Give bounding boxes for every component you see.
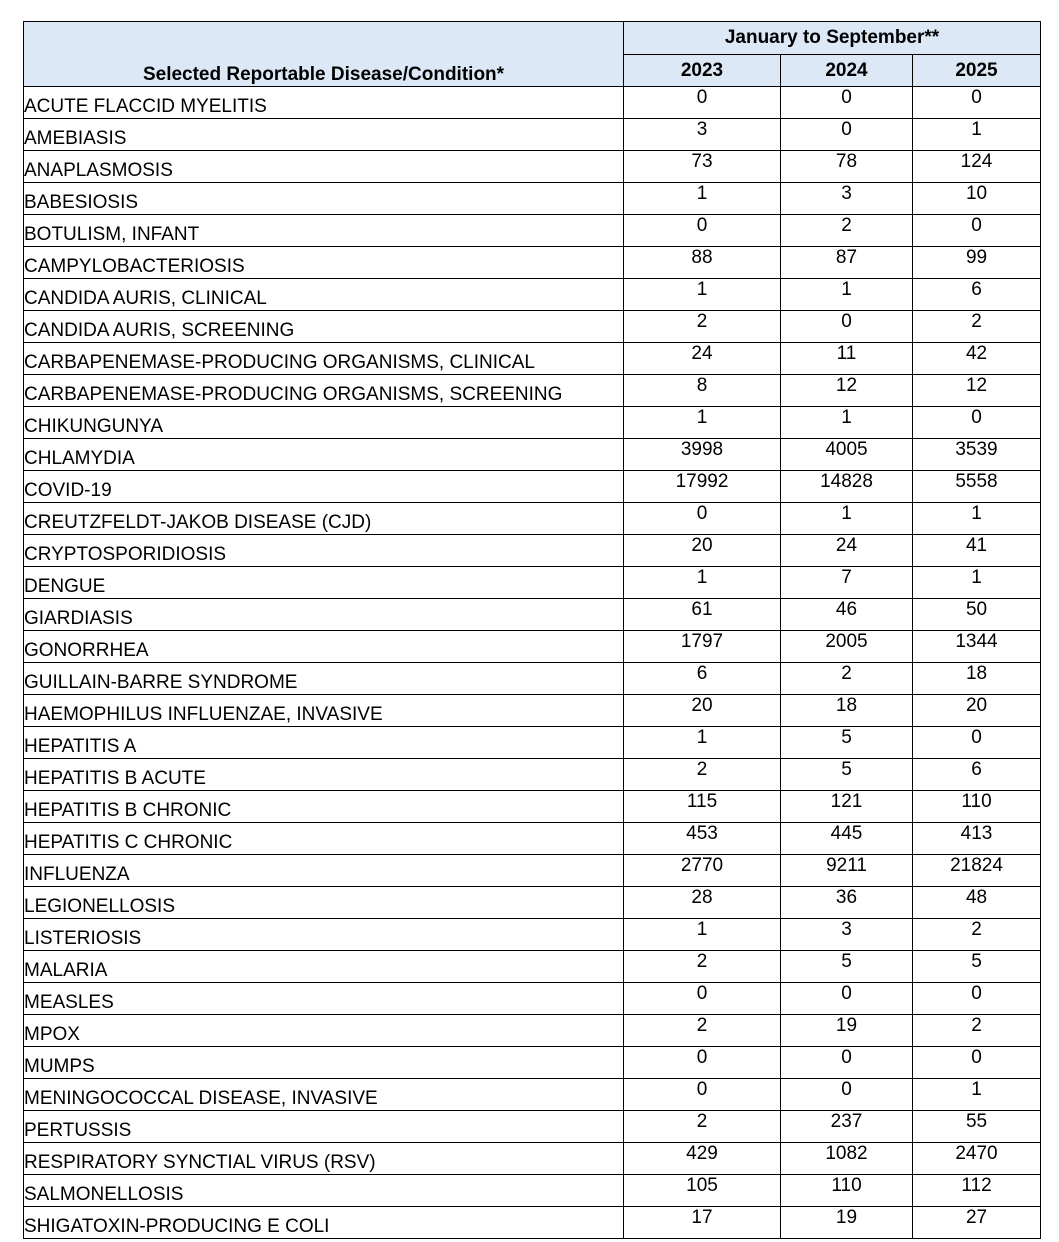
disease-name-cell: MENINGOCOCCAL DISEASE, INVASIVE <box>24 1079 624 1111</box>
case-count-cell: 0 <box>624 215 781 247</box>
case-count-cell: 61 <box>624 599 781 631</box>
table-row <box>24 503 1041 535</box>
case-count-cell: 3539 <box>913 439 1041 471</box>
disease-name-cell: ACUTE FLACCID MYELITIS <box>24 87 624 119</box>
case-count-cell: 1 <box>624 279 781 311</box>
case-count-cell: 27 <box>913 1207 1041 1239</box>
table-row <box>24 855 1041 887</box>
table-body <box>24 87 1041 1239</box>
table-row <box>24 599 1041 631</box>
table-row <box>24 759 1041 791</box>
case-count-cell: 1082 <box>781 1143 913 1175</box>
case-count-cell: 105 <box>624 1175 781 1207</box>
table-row <box>24 919 1041 951</box>
disease-name-cell: CAMPYLOBACTERIOSIS <box>24 247 624 279</box>
case-count-cell: 2 <box>624 759 781 791</box>
disease-name-cell: CRYPTOSPORIDIOSIS <box>24 535 624 567</box>
table-row <box>24 1079 1041 1111</box>
case-count-cell: 17 <box>624 1207 781 1239</box>
table-row <box>24 631 1041 663</box>
table-row <box>24 535 1041 567</box>
case-count-cell: 2 <box>913 311 1041 343</box>
case-count-cell: 0 <box>913 1047 1041 1079</box>
case-count-cell: 19 <box>781 1015 913 1047</box>
case-count-cell: 20 <box>624 695 781 727</box>
case-count-cell: 1 <box>913 119 1041 151</box>
disease-name-cell: MPOX <box>24 1015 624 1047</box>
case-count-cell: 2 <box>624 1015 781 1047</box>
case-count-cell: 46 <box>781 599 913 631</box>
disease-name-cell: CANDIDA AURIS, SCREENING <box>24 311 624 343</box>
disease-name-cell: HEPATITIS B CHRONIC <box>24 791 624 823</box>
case-count-cell: 0 <box>913 727 1041 759</box>
disease-name-cell: HAEMOPHILUS INFLUENZAE, INVASIVE <box>24 695 624 727</box>
case-count-cell: 0 <box>624 1079 781 1111</box>
table-row <box>24 887 1041 919</box>
disease-name-cell: MALARIA <box>24 951 624 983</box>
table-row <box>24 279 1041 311</box>
case-count-cell: 1 <box>624 567 781 599</box>
case-count-cell: 0 <box>781 87 913 119</box>
case-count-cell: 28 <box>624 887 781 919</box>
case-count-cell: 2 <box>781 215 913 247</box>
disease-column-header: Selected Reportable Disease/Condition* <box>24 22 624 87</box>
case-count-cell: 1 <box>781 503 913 535</box>
disease-name-cell: HEPATITIS C CHRONIC <box>24 823 624 855</box>
case-count-cell: 0 <box>913 87 1041 119</box>
case-count-cell: 24 <box>781 535 913 567</box>
case-count-cell: 0 <box>624 503 781 535</box>
disease-name-cell: PERTUSSIS <box>24 1111 624 1143</box>
table-row <box>24 1047 1041 1079</box>
case-count-cell: 0 <box>624 87 781 119</box>
case-count-cell: 3 <box>781 183 913 215</box>
disease-name-cell: CARBAPENEMASE-PRODUCING ORGANISMS, SCREENING <box>24 375 624 407</box>
case-count-cell: 12 <box>781 375 913 407</box>
case-count-cell: 1 <box>913 503 1041 535</box>
disease-name-cell: HEPATITIS A <box>24 727 624 759</box>
disease-name-cell: GONORRHEA <box>24 631 624 663</box>
table-row <box>24 1143 1041 1175</box>
case-count-cell: 0 <box>913 983 1041 1015</box>
table-row <box>24 1175 1041 1207</box>
disease-name-cell: BABESIOSIS <box>24 183 624 215</box>
table-row <box>24 1015 1041 1047</box>
case-count-cell: 6 <box>913 279 1041 311</box>
disease-name-cell: LEGIONELLOSIS <box>24 887 624 919</box>
disease-name-cell: GUILLAIN-BARRE SYNDROME <box>24 663 624 695</box>
table-row <box>24 375 1041 407</box>
year-header: 2023 <box>624 55 781 87</box>
case-count-cell: 4005 <box>781 439 913 471</box>
disease-table <box>23 21 1041 1239</box>
case-count-cell: 112 <box>913 1175 1041 1207</box>
disease-name-cell: COVID-19 <box>24 471 624 503</box>
disease-name-cell: INFLUENZA <box>24 855 624 887</box>
case-count-cell: 115 <box>624 791 781 823</box>
table-row <box>24 311 1041 343</box>
case-count-cell: 14828 <box>781 471 913 503</box>
disease-name-cell: LISTERIOSIS <box>24 919 624 951</box>
table-row <box>24 1207 1041 1239</box>
case-count-cell: 2005 <box>781 631 913 663</box>
case-count-cell: 6 <box>913 759 1041 791</box>
disease-name-cell: MEASLES <box>24 983 624 1015</box>
case-count-cell: 110 <box>913 791 1041 823</box>
disease-name-cell: CARBAPENEMASE-PRODUCING ORGANISMS, CLINICAL <box>24 343 624 375</box>
table-row <box>24 567 1041 599</box>
case-count-cell: 50 <box>913 599 1041 631</box>
disease-name-cell: RESPIRATORY SYNCTIAL VIRUS (RSV) <box>24 1143 624 1175</box>
table-row <box>24 439 1041 471</box>
case-count-cell: 6 <box>624 663 781 695</box>
case-count-cell: 110 <box>781 1175 913 1207</box>
case-count-cell: 2 <box>624 951 781 983</box>
year-header: 2025 <box>913 55 1041 87</box>
case-count-cell: 3998 <box>624 439 781 471</box>
case-count-cell: 18 <box>913 663 1041 695</box>
case-count-cell: 0 <box>781 983 913 1015</box>
table-row <box>24 983 1041 1015</box>
disease-name-cell: CANDIDA AURIS, CLINICAL <box>24 279 624 311</box>
case-count-cell: 5 <box>913 951 1041 983</box>
year-header: 2024 <box>781 55 913 87</box>
period-header: January to September** <box>624 22 1041 55</box>
case-count-cell: 99 <box>913 247 1041 279</box>
case-count-cell: 237 <box>781 1111 913 1143</box>
case-count-cell: 36 <box>781 887 913 919</box>
case-count-cell: 24 <box>624 343 781 375</box>
case-count-cell: 17992 <box>624 471 781 503</box>
table-row <box>24 951 1041 983</box>
disease-name-cell: BOTULISM, INFANT <box>24 215 624 247</box>
case-count-cell: 413 <box>913 823 1041 855</box>
disease-name-cell: MUMPS <box>24 1047 624 1079</box>
table-row <box>24 791 1041 823</box>
case-count-cell: 2 <box>781 663 913 695</box>
case-count-cell: 7 <box>781 567 913 599</box>
case-count-cell: 12 <box>913 375 1041 407</box>
disease-name-cell: AMEBIASIS <box>24 119 624 151</box>
case-count-cell: 78 <box>781 151 913 183</box>
case-count-cell: 1 <box>624 727 781 759</box>
disease-name-cell: CREUTZFELDT-JAKOB DISEASE (CJD) <box>24 503 624 535</box>
table-row <box>24 247 1041 279</box>
case-count-cell: 5 <box>781 951 913 983</box>
case-count-cell: 121 <box>781 791 913 823</box>
case-count-cell: 41 <box>913 535 1041 567</box>
disease-name-cell: CHIKUNGUNYA <box>24 407 624 439</box>
case-count-cell: 20 <box>624 535 781 567</box>
case-count-cell: 429 <box>624 1143 781 1175</box>
table-row <box>24 407 1041 439</box>
case-count-cell: 1 <box>781 279 913 311</box>
table-row <box>24 471 1041 503</box>
case-count-cell: 124 <box>913 151 1041 183</box>
case-count-cell: 2 <box>624 311 781 343</box>
case-count-cell: 21824 <box>913 855 1041 887</box>
case-count-cell: 453 <box>624 823 781 855</box>
case-count-cell: 73 <box>624 151 781 183</box>
case-count-cell: 2 <box>913 919 1041 951</box>
table-row <box>24 663 1041 695</box>
case-count-cell: 10 <box>913 183 1041 215</box>
table-row <box>24 119 1041 151</box>
disease-name-cell: SALMONELLOSIS <box>24 1175 624 1207</box>
case-count-cell: 20 <box>913 695 1041 727</box>
table-row <box>24 183 1041 215</box>
case-count-cell: 1 <box>781 407 913 439</box>
case-count-cell: 55 <box>913 1111 1041 1143</box>
disease-name-cell: DENGUE <box>24 567 624 599</box>
case-count-cell: 42 <box>913 343 1041 375</box>
case-count-cell: 3 <box>624 119 781 151</box>
case-count-cell: 0 <box>624 983 781 1015</box>
disease-name-cell: CHLAMYDIA <box>24 439 624 471</box>
case-count-cell: 1797 <box>624 631 781 663</box>
case-count-cell: 0 <box>781 119 913 151</box>
case-count-cell: 1 <box>624 407 781 439</box>
disease-name-cell: ANAPLASMOSIS <box>24 151 624 183</box>
table-row <box>24 695 1041 727</box>
case-count-cell: 5558 <box>913 471 1041 503</box>
case-count-cell: 1 <box>913 1079 1041 1111</box>
case-count-cell: 19 <box>781 1207 913 1239</box>
header-row-period <box>24 22 1041 55</box>
case-count-cell: 8 <box>624 375 781 407</box>
disease-name-cell: SHIGATOXIN-PRODUCING E COLI <box>24 1207 624 1239</box>
table-row <box>24 1111 1041 1143</box>
case-count-cell: 5 <box>781 759 913 791</box>
table-row <box>24 87 1041 119</box>
case-count-cell: 0 <box>781 1079 913 1111</box>
case-count-cell: 3 <box>781 919 913 951</box>
case-count-cell: 0 <box>781 1047 913 1079</box>
table-row <box>24 151 1041 183</box>
case-count-cell: 2 <box>624 1111 781 1143</box>
disease-name-cell: GIARDIASIS <box>24 599 624 631</box>
case-count-cell: 0 <box>624 1047 781 1079</box>
case-count-cell: 9211 <box>781 855 913 887</box>
case-count-cell: 0 <box>913 407 1041 439</box>
table-row <box>24 343 1041 375</box>
case-count-cell: 2470 <box>913 1143 1041 1175</box>
table-row <box>24 823 1041 855</box>
table-row <box>24 727 1041 759</box>
case-count-cell: 2 <box>913 1015 1041 1047</box>
case-count-cell: 0 <box>781 311 913 343</box>
case-count-cell: 1 <box>624 919 781 951</box>
case-count-cell: 5 <box>781 727 913 759</box>
table-row <box>24 215 1041 247</box>
case-count-cell: 1 <box>913 567 1041 599</box>
case-count-cell: 11 <box>781 343 913 375</box>
case-count-cell: 445 <box>781 823 913 855</box>
disease-name-cell: HEPATITIS B ACUTE <box>24 759 624 791</box>
case-count-cell: 87 <box>781 247 913 279</box>
case-count-cell: 88 <box>624 247 781 279</box>
case-count-cell: 18 <box>781 695 913 727</box>
case-count-cell: 2770 <box>624 855 781 887</box>
case-count-cell: 1344 <box>913 631 1041 663</box>
case-count-cell: 48 <box>913 887 1041 919</box>
case-count-cell: 1 <box>624 183 781 215</box>
case-count-cell: 0 <box>913 215 1041 247</box>
